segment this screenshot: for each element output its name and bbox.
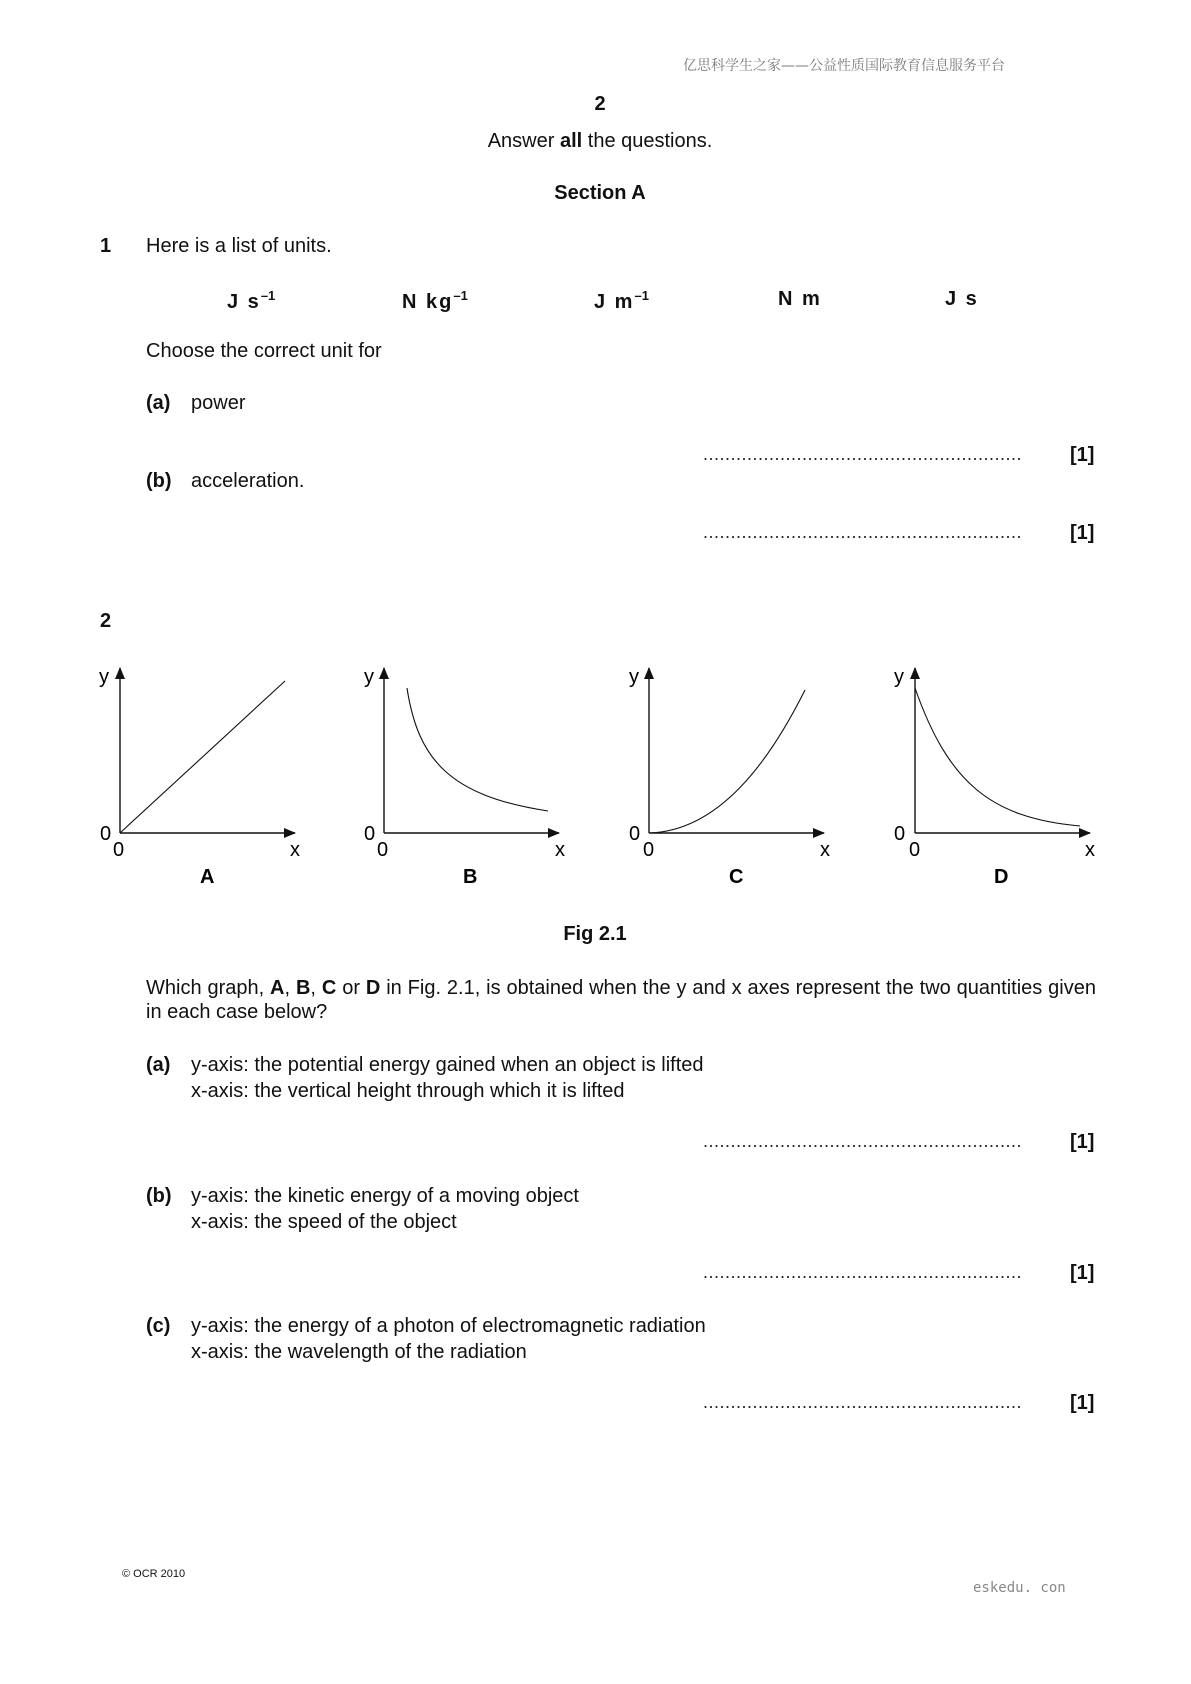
q2-question-text: Which graph, [146,977,271,999]
q1-intro: Here is a list of units. [146,235,332,257]
graph-b-x-label: x [555,839,565,861]
graph-a-origin-y: 0 [100,823,112,845]
graph-c-origin-y: 0 [629,823,641,845]
q2b-y-line: y-axis: the kinetic energy of a moving object [191,1185,579,1207]
q2c-y-line: y-axis: the energy of a photon of electromagnetic radiation [191,1315,706,1337]
unit-item [402,288,468,314]
graph-b-letter: B [463,866,478,888]
option-a: A [270,977,285,999]
graph-c-curve [649,690,805,833]
graph-d-origin-y: 0 [894,823,906,845]
marks-badge: [1] [1070,1262,1095,1284]
q1-prompt: Choose the correct unit for [146,340,382,362]
graph-a-letter: A [200,866,215,888]
q2c-x-line: x-axis: the wavelength of the radiation [191,1341,527,1363]
q2b-x-line: x-axis: the speed of the object [191,1211,457,1233]
unit-base: N m [778,288,822,310]
unit-exponent: –1 [453,288,468,303]
graph-a-origin-x: 0 [113,839,125,861]
graph-a-curve [120,681,285,833]
graph-c [629,666,830,888]
graph-a [99,666,300,888]
unit-base: N kg [402,291,454,313]
q1b-text: acceleration. [191,470,305,492]
graphs-figure [0,650,1191,890]
unit-item [594,288,649,314]
q1a-text: power [191,392,246,414]
graph-b-curve [407,688,548,811]
unit-base: J s [945,288,979,310]
graph-d-curve [915,688,1080,826]
footer-url: eskedu. con [973,1580,1066,1596]
graph-d-x-label: x [1085,839,1095,861]
unit-item [945,288,979,311]
answer-line[interactable]: .......................................................... [703,1392,1023,1412]
answer-line[interactable]: .......................................................... [703,1262,1023,1282]
section-title: Section A [554,182,646,204]
unit-base: J s [227,291,261,313]
answer-line[interactable]: .......................................................... [703,522,1023,542]
q2-question-sep: , [284,977,296,999]
graph-d [894,666,1095,888]
q1b-label: (b) [146,470,172,492]
instructions [400,129,800,153]
marks-badge: [1] [1070,1131,1095,1153]
q2c-label: (c) [146,1315,171,1337]
instructions-post: the questions. [582,130,713,152]
unit-item [778,288,822,311]
figure-caption: Fig 2.1 [563,923,627,945]
unit-exponent: –1 [260,288,276,303]
graph-d-origin-x: 0 [909,839,921,861]
graph-b-origin-y: 0 [364,823,376,845]
graph-b [364,666,565,888]
graph-c-letter: C [729,866,744,888]
marks-badge: [1] [1070,1392,1095,1414]
answer-line[interactable]: .......................................................... [703,444,1023,464]
graph-c-origin-x: 0 [643,839,655,861]
graph-c-x-label: x [820,839,830,861]
marks-badge: [1] [1070,444,1095,466]
q2-question-sep: or [336,977,366,999]
q2a-x-line: x-axis: the vertical height through which it is lifted [191,1080,625,1102]
header-watermark: 亿思科学生之家——公益性质国际教育信息服务平台 [683,58,1005,74]
graph-a-y-label: y [99,666,109,688]
answer-line[interactable]: .......................................................... [703,1131,1023,1151]
option-d: D [365,977,381,999]
q2a-y-line: y-axis: the potential energy gained when an object is lifted [191,1054,704,1076]
q2a-label: (a) [146,1054,171,1076]
unit-exponent: –1 [634,288,649,303]
graph-d-letter: D [994,866,1009,888]
q2-question-text: in Fig. 2.1, is obtained when the y and x axes represent the two quantities given in each case below? [146,977,1102,1023]
graph-d-y-label: y [894,666,904,688]
option-b: B [295,977,311,999]
graph-b-y-label: y [364,666,374,688]
q2-number: 2 [100,610,112,632]
instructions-pre: Answer [487,130,560,152]
instructions-bold: all [559,130,583,152]
q2-question [146,976,1102,1024]
graph-a-x-label: x [290,839,300,861]
q1a-label: (a) [146,392,171,414]
marks-badge: [1] [1070,522,1095,544]
unit-base: J m [594,291,635,313]
graph-c-y-label: y [629,666,639,688]
q2b-label: (b) [146,1185,172,1207]
option-c: C [321,977,337,999]
copyright-notice: © OCR 2010 [122,1568,186,1580]
q1-number: 1 [100,235,112,257]
q2-question-sep: , [310,977,322,999]
unit-item [227,288,275,314]
graph-b-origin-x: 0 [377,839,389,861]
page-number: 2 [594,93,606,115]
